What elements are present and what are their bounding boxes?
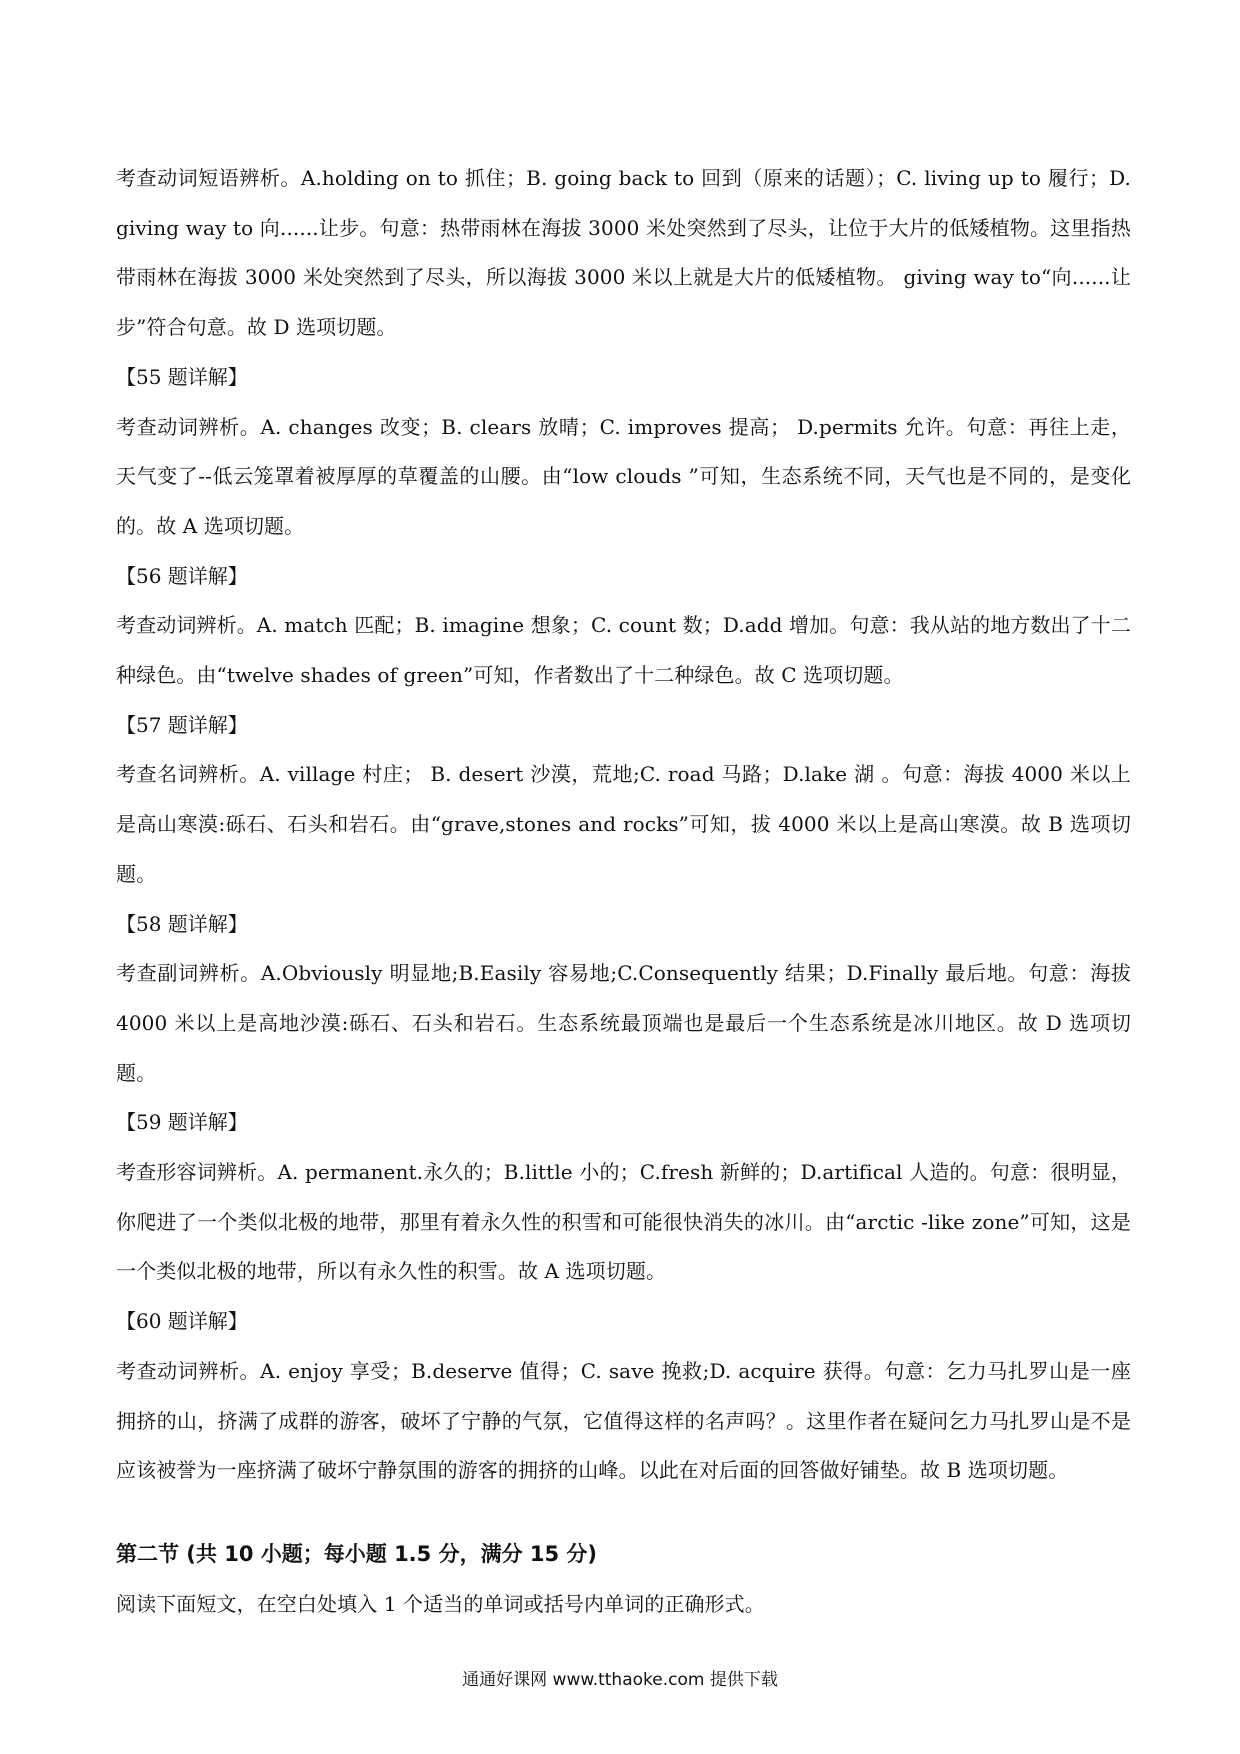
page-footer: 通通好课网 www.tthaoke.com 提供下载 [462,1670,778,1690]
question-54-explanation: 考查动词短语辨析。A.holding on to 抓住；B. going back to 回到（原来的话题）；C. living up to 履行；D. giving way to 向......让步。句意：热带雨林在海拔 3000 米处突然到了尽头，让位于大片的低矮植物。这里指热带雨林在海拔 3000 米处突然到了尽头，所以海拔 3000 米以上就是大片的低矮植物。 giving way to“向......让步”符合句意。故 D 选项切题。 [116,166,1131,340]
section-two-title: 第二节 (共 10 小题；每小题 1.5 分，满分 15 分) [116,1541,598,1566]
question-56-explanation: 考查动词辨析。A. match 匹配；B. imagine 想象；C. count 数；D.add 增加。句意：我从站的地方数出了十二种绿色。由“twelve shades of green”可知，作者数出了十二种绿色。故 C 选项切题。 [116,613,1131,688]
section-two-instruction: 阅读下面短文，在空白处填入 1 个适当的单词或括号内单词的正确形式。 [116,1591,765,1616]
question-56-heading: 【56 题详解】 [116,563,248,588]
question-59-heading: 【59 题详解】 [116,1110,248,1135]
question-55-explanation: 考查动词辨析。A. changes 改变；B. clears 放晴；C. improves 提高； D.permits 允许。句意：再往上走，天气变了--低云笼罩着被厚厚的草覆盖的山腰。由“low clouds ”可知，生态系统不同，天气也是不同的，是变化的。故 A 选项切题。 [116,414,1131,538]
question-60-heading: 【60 题详解】 [116,1309,248,1334]
document-body [116,154,1131,1629]
question-59-explanation: 考查形容词辨析。A. permanent.永久的；B.little 小的；C.fresh 新鲜的；D.artifical 人造的。句意：很明显，你爬进了一个类似北极的地带，那里有着永久性的积雪和可能很快消失的冰川。由“arctic -like zone”可知，这是一个类似北极的地带，所以有永久性的积雪。故 A 选项切题。 [116,1160,1131,1284]
question-58-explanation: 考查副词辨析。A.Obviously 明显地;B.Easily 容易地;C.Consequently 结果；D.Finally 最后地。句意：海拔 4000 米以上是高地沙漠:砾石、石头和岩石。生态系统最顶端也是最后一个生态系统是冰川地区。故 D 选项切题。 [116,961,1131,1085]
question-57-explanation: 考查名词辨析。A. village 村庄； B. desert 沙漠，荒地;C. road 马路；D.lake 湖 。句意：海拔 4000 米以上是高山寒漠:砾石、石头和岩石。由“grave,stones and rocks”可知，拔 4000 米以上是高山寒漠。故 B 选项切题。 [116,762,1131,886]
question-55-heading: 【55 题详解】 [116,364,248,389]
question-57-heading: 【57 题详解】 [116,712,248,737]
section-gap [116,1496,1131,1530]
question-58-heading: 【58 题详解】 [116,911,248,936]
question-60-explanation: 考查动词辨析。A. enjoy 享受；B.deserve 值得；C. save 挽救;D. acquire 获得。句意：乞力马扎罗山是一座拥挤的山，挤满了成群的游客，破坏了宁静的气氛，它值得这样的名声吗？。这里作者在疑问乞力马扎罗山是不是应该被誉为一座挤满了破坏宁静氛围的游客的拥挤的山峰。以此在对后面的回答做好铺垫。故 B 选项切题。 [116,1358,1131,1483]
